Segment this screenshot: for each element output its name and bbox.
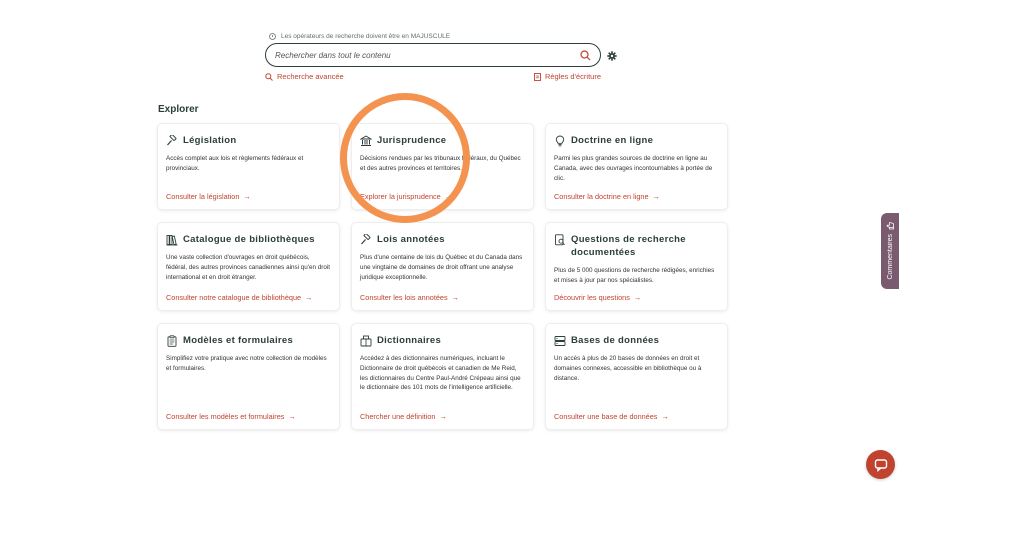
card-link-label: Explorer la jurisprudence bbox=[360, 192, 441, 201]
feedback-label: Commentaires bbox=[886, 234, 894, 280]
card-dictionaries[interactable] bbox=[352, 324, 533, 429]
card-description: Décisions rendues par les tribunaux fédéraux, du Québec et des autres provinces et territoires. bbox=[360, 155, 521, 172]
card-link[interactable] bbox=[360, 293, 459, 302]
card-link[interactable] bbox=[554, 293, 641, 302]
search-icon[interactable] bbox=[579, 49, 591, 61]
card-link[interactable] bbox=[166, 192, 251, 201]
gavel-icon bbox=[360, 234, 372, 246]
search-hint bbox=[269, 30, 605, 42]
card-library-catalogue[interactable] bbox=[158, 223, 339, 310]
arrow-right-icon: → bbox=[439, 412, 447, 421]
card-databases[interactable] bbox=[546, 324, 727, 429]
card-title: Lois annotées bbox=[377, 234, 445, 245]
lightbulb-icon bbox=[554, 135, 566, 147]
card-description: Plus d'une centaine de lois du Québec et du Canada dans une vingtaine de domaines de droit offrant une analyse juridique exceptionnelle. bbox=[360, 254, 523, 281]
search-links bbox=[265, 72, 601, 81]
arrow-right-icon: → bbox=[451, 293, 459, 302]
card-link[interactable] bbox=[166, 293, 312, 302]
advanced-search-label: Recherche avancée bbox=[277, 72, 344, 81]
card-link[interactable] bbox=[554, 192, 660, 201]
card-link[interactable] bbox=[554, 412, 669, 421]
card-title: Législation bbox=[183, 135, 237, 146]
card-title: Dictionnaires bbox=[377, 335, 442, 346]
chat-button[interactable] bbox=[866, 450, 895, 479]
gavel-icon bbox=[166, 135, 178, 147]
info-icon bbox=[269, 33, 276, 40]
card-description: Parmi les plus grandes sources de doctrine en ligne au Canada, avec des ouvrages incontournables à portée de clic. bbox=[554, 155, 713, 182]
card-link-label: Chercher une définition bbox=[360, 412, 436, 421]
database-icon bbox=[554, 335, 566, 347]
arrow-right-icon: → bbox=[243, 192, 251, 201]
search-input[interactable] bbox=[275, 51, 579, 60]
card-link-label: Consulter les modèles et formulaires bbox=[166, 412, 285, 421]
card-link[interactable] bbox=[360, 412, 447, 421]
arrow-right-icon: → bbox=[305, 293, 313, 302]
card-annotated-laws[interactable] bbox=[352, 223, 533, 310]
card-title: Jurisprudence bbox=[377, 135, 447, 146]
card-link-label: Découvrir les questions bbox=[554, 293, 630, 302]
thumbs-up-icon bbox=[886, 222, 894, 230]
card-link[interactable] bbox=[360, 192, 452, 201]
card-description: Accès complet aux lois et règlements fédéraux et provinciaux. bbox=[166, 155, 304, 172]
card-link-label: Consulter notre catalogue de bibliothèque bbox=[166, 293, 302, 302]
card-title: Catalogue de bibliothèques bbox=[183, 234, 315, 245]
advanced-search-link[interactable] bbox=[265, 72, 344, 81]
courthouse-icon bbox=[360, 135, 372, 147]
card-description: Un accès à plus de 20 bases de données en droit et domaines connexes, accessible en bibliothèque ou à distance. bbox=[554, 355, 702, 382]
arrow-right-icon: → bbox=[661, 412, 669, 421]
card-description: Simplifiez votre pratique avec notre collection de modèles et formulaires. bbox=[166, 355, 327, 372]
feedback-tab[interactable] bbox=[881, 213, 899, 289]
document-icon bbox=[534, 73, 541, 81]
card-link-label: Consulter la législation bbox=[166, 192, 240, 201]
card-title: Questions de recherche documentées bbox=[571, 234, 686, 258]
card-jurisprudence[interactable] bbox=[352, 124, 533, 209]
card-title: Modèles et formulaires bbox=[183, 335, 294, 346]
arrow-right-icon: → bbox=[444, 192, 453, 201]
gear-icon[interactable] bbox=[606, 50, 618, 62]
search-box[interactable] bbox=[265, 43, 601, 67]
card-templates-forms[interactable] bbox=[158, 324, 339, 429]
card-description: Plus de 5 000 questions de recherche rédigées, enrichies et mises à jour par nos spécialistes. bbox=[554, 267, 715, 284]
card-description: Une vaste collection d'ouvrages en droit québécois, fédéral, des autres provinces canadiennes ainsi qu'en droit international et en droit étranger. bbox=[166, 254, 330, 281]
card-research-questions[interactable] bbox=[546, 223, 727, 310]
card-title: Bases de données bbox=[571, 335, 660, 346]
card-title: Doctrine en ligne bbox=[571, 135, 654, 146]
card-doctrine[interactable] bbox=[546, 124, 727, 209]
dictionary-icon bbox=[360, 335, 372, 347]
card-link-label: Consulter une base de données bbox=[554, 412, 658, 421]
library-icon bbox=[166, 234, 178, 246]
writing-rules-label: Règles d'écriture bbox=[544, 72, 601, 81]
card-link-label: Consulter les lois annotées bbox=[360, 293, 448, 302]
arrow-right-icon: → bbox=[652, 192, 660, 201]
writing-rules-link[interactable] bbox=[534, 72, 601, 81]
card-link[interactable] bbox=[166, 412, 296, 421]
search-area bbox=[265, 30, 605, 81]
clipboard-icon bbox=[166, 335, 178, 347]
search-hint-text: Les opérateurs de recherche doivent être en MAJUSCULE bbox=[281, 32, 451, 40]
arrow-right-icon: → bbox=[633, 293, 642, 302]
document-search-icon bbox=[554, 234, 566, 246]
search-small-icon bbox=[265, 73, 273, 81]
card-description: Accédez à des dictionnaires numériques, incluant le Dictionnaire de droit québécois et canadien de Me Reid, les dictionnaires du Centre Paul-André Crépeau ainsi que le dictionnaire des 101 mots de l'intelligence artificielle. bbox=[360, 355, 521, 392]
explore-title: Explorer bbox=[158, 104, 199, 115]
card-legislation[interactable] bbox=[158, 124, 339, 209]
arrow-right-icon: → bbox=[288, 412, 296, 421]
card-link-label: Consulter la doctrine en ligne bbox=[554, 192, 649, 201]
chat-icon bbox=[874, 458, 888, 472]
